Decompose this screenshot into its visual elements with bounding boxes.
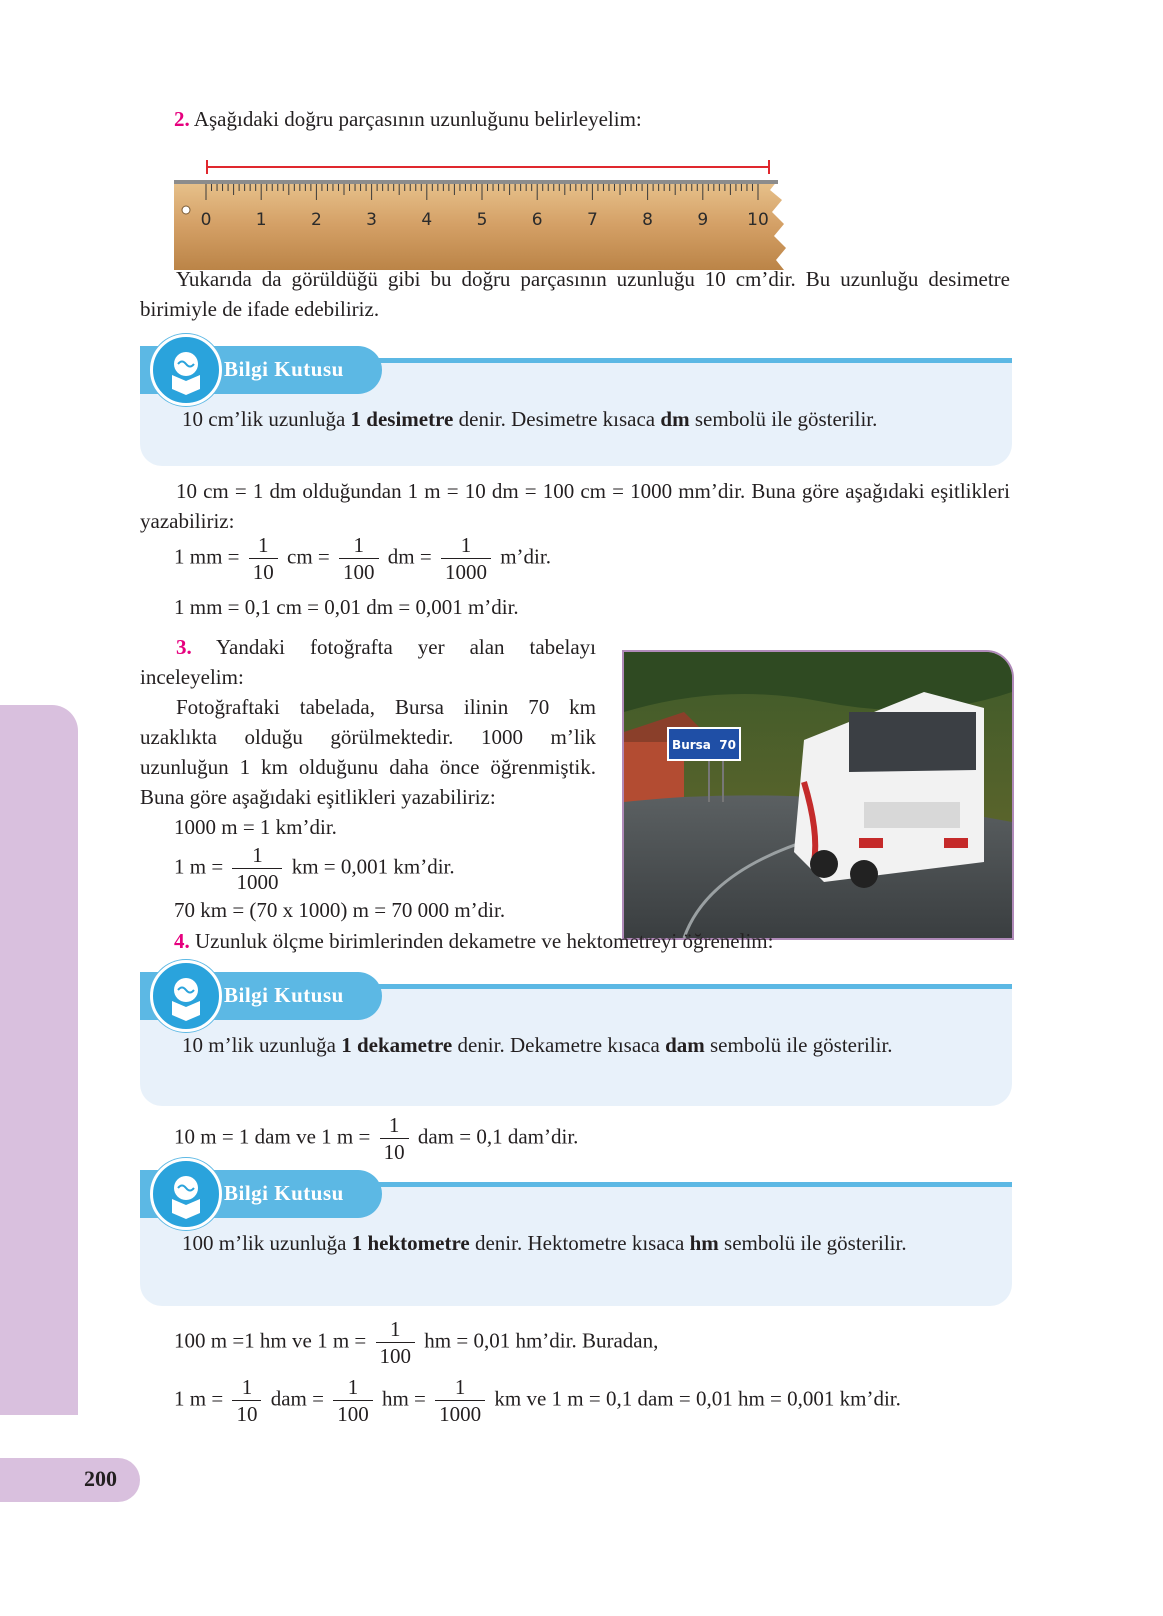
equation-mm-fractions: 1 mm = $\frac{1}{10}$ cm = $\frac{1}{100}$ dm = $\frac{1}{1000}$ m’dir. <box>174 533 551 584</box>
bus-road-photo <box>622 650 1014 940</box>
equation-70km: 70 km = (70 x 1000) m = 70 000 m’dir. <box>174 898 506 922</box>
fraction: $\frac{1}{10}$ <box>249 532 278 585</box>
info-box-hektometre <box>140 1182 1012 1306</box>
equation-km: 1000 m = 1 km’dir. <box>174 815 337 839</box>
section-3-number: 3. <box>176 635 192 659</box>
info-box-title: Bilgi Kutusu <box>224 1181 344 1205</box>
page-number-tab <box>0 1458 140 1502</box>
section-4-number: 4. <box>174 929 190 953</box>
ruler-label: 5 <box>476 210 488 230</box>
info-box-dekametre <box>140 984 1012 1106</box>
brain-box-icon <box>150 960 222 1032</box>
ruler-label: 3 <box>366 210 378 230</box>
brain-box-icon <box>150 1158 222 1230</box>
info-box-title: Bilgi Kutusu <box>224 357 344 381</box>
section-4-heading: 4. Uzunluk ölçme birimlerinden dekametre ve hektometreyi öğrenelim: <box>174 929 774 953</box>
fraction: $\frac{1}{1000}$ <box>441 532 491 585</box>
section-2-heading-text: Aşağıdaki doğru parçasının uzunluğunu belirleyelim: <box>193 107 642 131</box>
fraction: $\frac{1}{1000}$ <box>435 1374 485 1427</box>
equation-m-km: 1 m = $\frac{1}{1000}$ km = 0,001 km’dir. <box>174 843 455 894</box>
info-box-text: 10 cm’lik uzunluğa 1 desimetre denir. Desimetre kısaca dm sembolü ile gösterilir. <box>182 407 878 431</box>
section-2-number: 2. <box>174 107 190 131</box>
ruler-label: 8 <box>642 210 654 230</box>
info-box-desimetre <box>140 358 1012 466</box>
paragraph-after-box-1: 10 cm = 1 dm olduğundan 1 m = 10 dm = 100 cm = 1000 mm’dir. Buna göre aşağıdaki eşitlikleri yazabiliriz: <box>140 479 1010 533</box>
fraction: $\frac{1}{1000}$ <box>232 842 282 895</box>
equation-final: 1 m = $\frac{1}{10}$ dam = $\frac{1}{100}$ hm = $\frac{1}{1000}$ km ve 1 m = 0,1 dam = 0,01 hm = 0,001 km’dir. <box>174 1375 901 1426</box>
ruler-label: 1 <box>255 210 267 230</box>
ruler-label: 10 <box>747 210 769 230</box>
fraction: $\frac{1}{100}$ <box>376 1316 416 1369</box>
road-sign-text: Bursa 70 <box>672 738 736 752</box>
section-3-text: 3. Yandaki fotoğrafta yer alan tabelayı inceleyelim: Fotoğraftaki tabelada, Bursa ilinin 70 km uzaklıkta olduğu görülmektedir. 1000 m’lik uzunluğun 1 km olduğunu daha önce öğrenmiştik. Buna göre aşağıdaki eşitlikleri yazabiliriz: 1000 m = 1 km’dir. 1 m = $\frac{1}{1000}$ km = 0,001 km’dir. 70 km = (70 x 1000) m = 70 000 m’dir. <box>140 632 596 925</box>
side-tab <box>0 705 78 1415</box>
ruler-label: 9 <box>697 210 709 230</box>
section-2-heading <box>174 104 642 134</box>
page-number: 200 <box>84 1466 117 1491</box>
equation-hm: 100 m =1 hm ve 1 m = $\frac{1}{100}$ hm = 0,01 hm’dir. Buradan, <box>174 1317 659 1368</box>
section-3-paragraph: Fotoğraftaki tabelada, Bursa ilinin 70 km uzaklıkta olduğu görülmektedir. 1000 m’lik uzunluğun 1 km olduğunu daha önce öğrenmiştik. Buna göre aşağıdaki eşitlikleri yazabiliriz: <box>140 695 596 809</box>
ruler-label: 2 <box>310 210 322 230</box>
section-2-paragraph: Yukarıda da görüldüğü gibi bu doğru parçasının uzunluğu 10 cm’dir. Bu uzunluğu desimetre birimiyle de ifade edebiliriz. <box>140 267 1010 321</box>
equation-mm-decimals: 1 mm = 0,1 cm = 0,01 dm = 0,001 m’dir. <box>174 595 519 619</box>
line-segment <box>206 160 770 174</box>
fraction: $\frac{1}{10}$ <box>232 1374 261 1427</box>
ruler-label: 0 <box>200 210 212 230</box>
ruler-label: 6 <box>531 210 543 230</box>
info-box-text: 100 m’lik uzunluğa 1 hektometre denir. Hektometre kısaca hm sembolü ile gösterilir. <box>182 1231 907 1255</box>
ruler-label: 7 <box>586 210 598 230</box>
info-box-text: 10 m’lik uzunluğa 1 dekametre denir. Dekametre kısaca dam sembolü ile gösterilir. <box>182 1033 893 1057</box>
fraction: $\frac{1}{100}$ <box>339 532 379 585</box>
fraction: $\frac{1}{100}$ <box>333 1374 373 1427</box>
ruler-label: 4 <box>421 210 433 230</box>
ruler-image <box>174 180 798 270</box>
info-box-title: Bilgi Kutusu <box>224 983 344 1007</box>
fraction: $\frac{1}{10}$ <box>380 1112 409 1165</box>
brain-box-icon <box>150 334 222 406</box>
equation-dam: 10 m = 1 dam ve 1 m = $\frac{1}{10}$ dam = 0,1 dam’dir. <box>174 1113 579 1164</box>
